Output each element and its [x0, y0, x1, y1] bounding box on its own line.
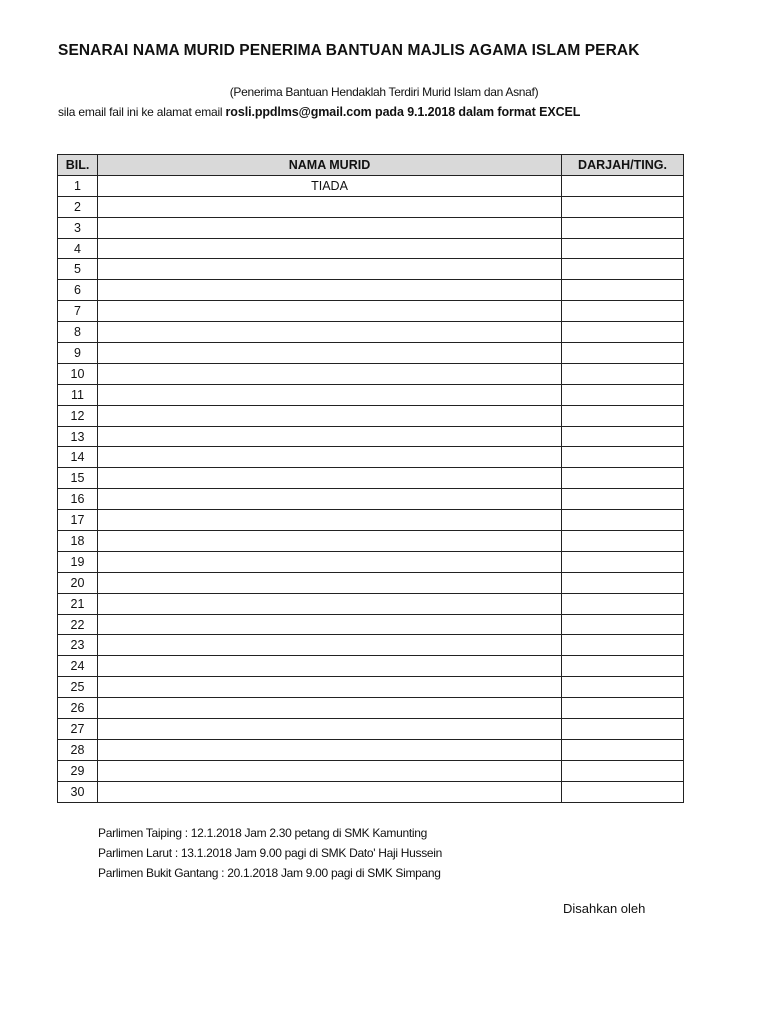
table-row [58, 698, 684, 719]
table-row [58, 259, 684, 280]
cell-bil: 19 [58, 551, 98, 572]
cell-bil: 25 [58, 677, 98, 698]
cell-nama-murid [98, 384, 562, 405]
cell-bil: 7 [58, 301, 98, 322]
cell-bil: 21 [58, 593, 98, 614]
cell-bil: 28 [58, 739, 98, 760]
cell-bil: 23 [58, 635, 98, 656]
cell-bil: 14 [58, 447, 98, 468]
cell-darjah-ting [562, 384, 684, 405]
cell-nama-murid [98, 363, 562, 384]
cell-darjah-ting [562, 719, 684, 740]
cell-nama-murid [98, 781, 562, 802]
cell-darjah-ting [562, 343, 684, 364]
header-bil: BIL. [58, 155, 98, 176]
cell-darjah-ting [562, 468, 684, 489]
cell-darjah-ting [562, 635, 684, 656]
instruction-text: sila email fail ini ke alamat email [58, 105, 226, 119]
cell-bil: 16 [58, 489, 98, 510]
cell-darjah-ting [562, 322, 684, 343]
table-row [58, 343, 684, 364]
cell-bil: 15 [58, 468, 98, 489]
cell-nama-murid [98, 572, 562, 593]
header-nama-murid: NAMA MURID [98, 155, 562, 176]
cell-bil: 22 [58, 614, 98, 635]
cell-nama-murid [98, 196, 562, 217]
cell-darjah-ting [562, 593, 684, 614]
cell-nama-murid [98, 238, 562, 259]
cell-darjah-ting [562, 551, 684, 572]
cell-nama-murid [98, 635, 562, 656]
table-row [58, 238, 684, 259]
table-header-row [58, 155, 684, 176]
cell-bil: 3 [58, 217, 98, 238]
cell-bil: 2 [58, 196, 98, 217]
cell-nama-murid [98, 217, 562, 238]
table-row [58, 363, 684, 384]
table-row [58, 301, 684, 322]
cell-bil: 13 [58, 426, 98, 447]
cell-nama-murid [98, 593, 562, 614]
cell-nama-murid [98, 426, 562, 447]
cell-darjah-ting [562, 760, 684, 781]
document-subtitle: (Penerima Bantuan Hendaklah Terdiri Murid Islam dan Asnaf) [229, 85, 539, 99]
cell-nama-murid [98, 698, 562, 719]
cell-darjah-ting [562, 447, 684, 468]
table-row [58, 510, 684, 531]
cell-nama-murid [98, 510, 562, 531]
cell-nama-murid [98, 489, 562, 510]
cell-nama-murid [98, 322, 562, 343]
table-row [58, 551, 684, 572]
cell-nama-murid [98, 531, 562, 552]
table-row [58, 635, 684, 656]
table-row [58, 614, 684, 635]
table-row [58, 781, 684, 802]
cell-nama-murid: TIADA [98, 175, 562, 196]
cell-darjah-ting [562, 531, 684, 552]
cell-bil: 1 [58, 175, 98, 196]
table-row [58, 760, 684, 781]
cell-nama-murid [98, 551, 562, 572]
cell-darjah-ting [562, 196, 684, 217]
instruction-email-deadline: rosli.ppdlms@gmail.com pada 9.1.2018 dalam format EXCEL [225, 105, 581, 119]
cell-bil: 4 [58, 238, 98, 259]
cell-bil: 20 [58, 572, 98, 593]
document-title: SENARAI NAMA MURID PENERIMA BANTUAN MAJLIS AGAMA ISLAM PERAK [58, 42, 640, 59]
cell-bil: 17 [58, 510, 98, 531]
note-larut: Parlimen Larut : 13.1.2018 Jam 9.00 pagi di SMK Dato' Haji Hussein [98, 846, 443, 860]
table-row [58, 719, 684, 740]
cell-darjah-ting [562, 238, 684, 259]
cell-nama-murid [98, 343, 562, 364]
table-row [58, 468, 684, 489]
table-row [58, 217, 684, 238]
table-row [58, 322, 684, 343]
table-row [58, 531, 684, 552]
cell-nama-murid [98, 739, 562, 760]
cell-nama-murid [98, 447, 562, 468]
cell-darjah-ting [562, 677, 684, 698]
header-darjah-ting: DARJAH/TING. [562, 155, 684, 176]
cell-bil: 8 [58, 322, 98, 343]
table-row [58, 739, 684, 760]
cell-darjah-ting [562, 781, 684, 802]
cell-nama-murid [98, 280, 562, 301]
cell-nama-murid [98, 259, 562, 280]
cell-bil: 6 [58, 280, 98, 301]
cell-nama-murid [98, 614, 562, 635]
cell-nama-murid [98, 677, 562, 698]
cell-bil: 18 [58, 531, 98, 552]
cell-darjah-ting [562, 614, 684, 635]
cell-bil: 26 [58, 698, 98, 719]
table-row [58, 196, 684, 217]
cell-darjah-ting [562, 572, 684, 593]
cell-darjah-ting [562, 656, 684, 677]
table-row [58, 280, 684, 301]
cell-bil: 27 [58, 719, 98, 740]
cell-nama-murid [98, 468, 562, 489]
cell-nama-murid [98, 760, 562, 781]
cell-bil: 11 [58, 384, 98, 405]
email-instruction [58, 105, 580, 119]
table-row [58, 175, 684, 196]
cell-nama-murid [98, 656, 562, 677]
cell-bil: 30 [58, 781, 98, 802]
cell-darjah-ting [562, 489, 684, 510]
cell-nama-murid [98, 301, 562, 322]
cell-darjah-ting [562, 426, 684, 447]
cell-darjah-ting [562, 175, 684, 196]
cell-darjah-ting [562, 259, 684, 280]
note-taiping: Parlimen Taiping : 12.1.2018 Jam 2.30 petang di SMK Kamunting [98, 826, 428, 840]
cell-bil: 9 [58, 343, 98, 364]
cell-bil: 5 [58, 259, 98, 280]
table-row [58, 405, 684, 426]
note-bukit-gantang: Parlimen Bukit Gantang : 20.1.2018 Jam 9.00 pagi di SMK Simpang [98, 866, 441, 880]
cell-nama-murid [98, 719, 562, 740]
cell-bil: 12 [58, 405, 98, 426]
cell-bil: 29 [58, 760, 98, 781]
cell-nama-murid [98, 405, 562, 426]
cell-darjah-ting [562, 301, 684, 322]
schedule-notes [98, 826, 442, 886]
table-row [58, 593, 684, 614]
cell-darjah-ting [562, 739, 684, 760]
table-row [58, 489, 684, 510]
table-row [58, 426, 684, 447]
table-body [58, 175, 684, 802]
cell-darjah-ting [562, 280, 684, 301]
table-row [58, 384, 684, 405]
cell-darjah-ting [562, 217, 684, 238]
cell-darjah-ting [562, 510, 684, 531]
table-row [58, 447, 684, 468]
cell-darjah-ting [562, 405, 684, 426]
table-row [58, 656, 684, 677]
student-list-table [57, 154, 684, 803]
cell-bil: 24 [58, 656, 98, 677]
table-row [58, 572, 684, 593]
cell-darjah-ting [562, 363, 684, 384]
cell-darjah-ting [562, 698, 684, 719]
approval-label: Disahkan oleh [563, 901, 646, 916]
cell-bil: 10 [58, 363, 98, 384]
table-row [58, 677, 684, 698]
